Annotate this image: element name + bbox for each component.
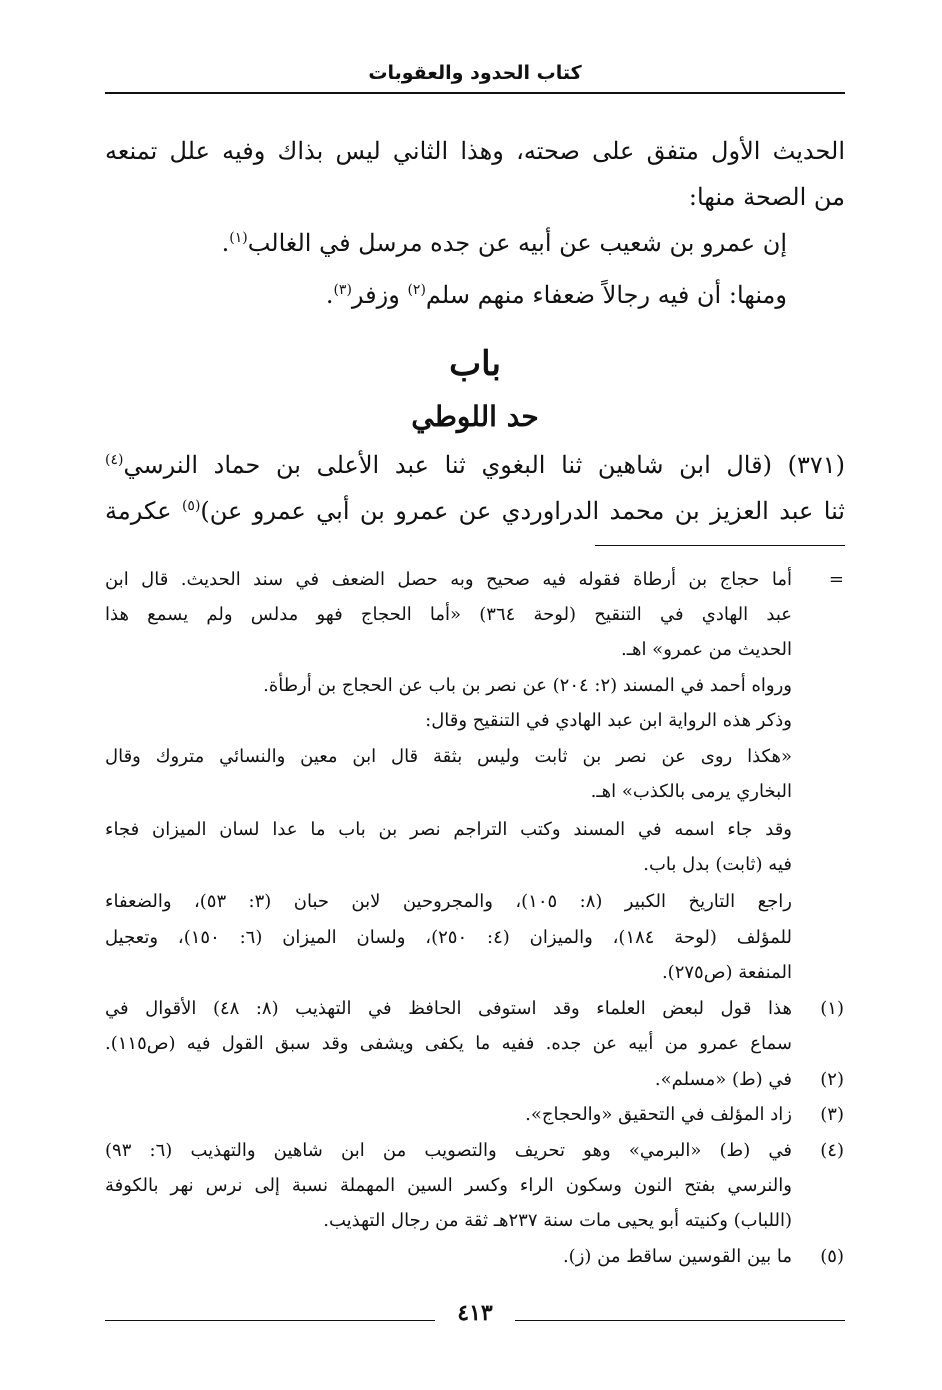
footnote-line: الحديث من عمرو» اهـ. [620, 639, 792, 660]
hadith-text: ثنا عبد العزيز بن محمد الدراوردي عن عمرو بن أبي عمرو عن) [200, 497, 845, 525]
footnote-line: ما بين القوسين ساقط من (ز). [562, 1246, 792, 1267]
footnote-ref: (٥) [181, 498, 201, 514]
footnote-marker: (١) [820, 998, 844, 1019]
footnote-marker: (٤) [820, 1140, 844, 1161]
hadith-text: عكرمة [105, 497, 182, 525]
footnote-marker: (٢) [820, 1069, 844, 1090]
footnote-line: البخاري يرمى بالكذب» اهـ. [590, 781, 792, 802]
footnote-line: فيه (ثابت) بدل باب. [643, 854, 792, 875]
footnote-line: زاد المؤلف في التحقيق «والحجاج». [525, 1104, 792, 1125]
hadith-line [105, 450, 845, 480]
footnote-marker: (٥) [820, 1246, 844, 1267]
chapter-heading: باب [449, 344, 501, 384]
footnote-line: سماع عمرو من أبيه عن جده. ففيه ما يكفى ويشفى وقد سبق القول فيه (ص١١٥). [105, 1033, 792, 1054]
footnote-line: «هكذا روى عن نصر بن ثابت وليس بثقة قال ابن معين والنسائي متروك وقال [105, 746, 792, 767]
footnote-rule [595, 545, 845, 546]
body-line: إن عمرو بن شعيب عن أبيه عن جده مرسل في الغالب$^{(١)}$. [221, 229, 787, 257]
running-head: كتاب الحدود والعقوبات [368, 62, 582, 84]
footnote-ref: (٤) [105, 452, 124, 468]
footnote-line: عبد الهادي في التنقيح (لوحة ٣٦٤) «أما الحجاج فهو مدلس ولم يسمع هذا [105, 604, 792, 625]
footnote-line: هذا قول لبعض العلماء وقد استوفى الحافظ في التهذيب (٨: ٤٨) الأقوال في [105, 998, 792, 1019]
body-text: إن عمرو بن شعيب عن أبيه عن جده مرسل في الغالب [247, 229, 787, 257]
footnote-line: ورواه أحمد في المسند (٢: ٢٠٤) عن نصر بن باب عن الحجاج بن أرطأة. [263, 675, 792, 696]
footnote-line: المنفعة (ص٢٧٥). [661, 962, 792, 983]
header-rule [105, 92, 845, 94]
footnote-line: للمؤلف (لوحة ١٨٤)، والميزان (٤: ٢٥٠)، ولسان الميزان (٦: ١٥٠)، وتعجيل [105, 927, 792, 948]
footnote-marker: (٣) [820, 1104, 844, 1125]
footnote-line: راجع التاريخ الكبير (٨: ١٠٥)، والمجروحين لابن حبان (٣: ٥٣)، والضعفاء [105, 891, 792, 912]
page-footer [105, 1298, 845, 1338]
footnote-ref: (٢) [407, 282, 426, 298]
footnote-ref: (١) [229, 230, 248, 246]
footnote-line: وذكر هذه الرواية ابن عبد الهادي في التنقيح وقال: [425, 710, 792, 731]
footnote-line: في (ط) «البرمي» وهو تحريف والتصويب من ابن شاهين والتهذيب (٦: ٩٣) [105, 1140, 792, 1161]
section-title: حد اللوطي [411, 400, 539, 433]
body-text: ومنها: أن فيه رجالاً ضعفاء منهم سلم [425, 281, 787, 309]
footnote-line: (اللباب) وكنيته أبو يحيى مات سنة ٢٣٧هـ ثقة من رجال التهذيب. [323, 1210, 792, 1231]
footnote-line: والنرسي بفتح النون وسكون الراء وكسر السين المهملة نسبة إلى نرس نهر بالكوفة [105, 1175, 792, 1196]
hadith-line [105, 496, 845, 526]
footnote-line: وقد جاء اسمه في المسند وكتب التراجم نصر بن باب ما عدا لسان الميزان فجاء [105, 819, 792, 840]
footnote-line: في (ط) «مسلم». [654, 1069, 792, 1090]
footnote-line: أما حجاج بن أرطاة فقوله فيه صحيح وبه حصل الضعف في سند الحديث. قال ابن [105, 569, 792, 590]
footnote-ref: (٣) [333, 282, 352, 298]
hadith-text: (٣٧١) (قال ابن شاهين ثنا البغوي ثنا عبد الأعلى بن حماد النرسي [123, 451, 845, 479]
continuation-marker: = [828, 569, 844, 590]
body-line: الحديث الأول متفق على صحته، وهذا الثاني ليس بذاك وفيه علل تمنعه [105, 137, 845, 165]
body-text: وزفر [351, 281, 408, 309]
page-number: ٤١٣ [457, 1300, 493, 1326]
body-line: من الصحة منها: [688, 183, 845, 211]
body-line: ومنها: أن فيه رجالاً ضعفاء منهم سلم$^{(٢)}$ وزفر$^{(٣)}$. [325, 281, 787, 309]
